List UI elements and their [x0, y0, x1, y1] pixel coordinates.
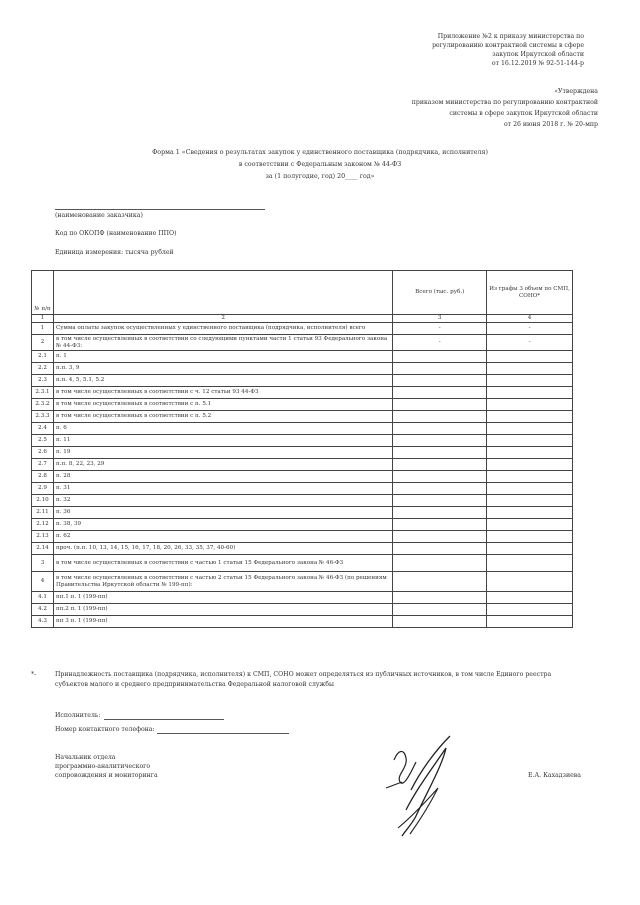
row-total-value	[393, 459, 487, 471]
table-row	[32, 423, 573, 435]
table-row	[32, 323, 573, 335]
row-description: п. 11	[53, 435, 392, 447]
row-total-value	[393, 411, 487, 423]
row-description: проч. (п.п. 10, 13, 14, 15, 16, 17, 18, 20, 26, 33, 35, 37, 40-60)	[53, 543, 392, 555]
row-total-value	[393, 543, 487, 555]
row-description: в том числе осуществленных в соответствии с частью 1 статьи 15 Федерального закона № 46-ФЗ	[53, 555, 392, 572]
row-number: 2.5	[32, 435, 54, 447]
row-smp-value	[487, 363, 573, 375]
row-number: 2.7	[32, 459, 54, 471]
row-total-value	[393, 399, 487, 411]
row-total-value	[393, 351, 487, 363]
col-index: 1	[32, 315, 54, 323]
row-total-value	[393, 435, 487, 447]
row-smp-value	[487, 483, 573, 495]
title-line-2: в соответствии с Федеральным законом № 44-ФЗ	[238, 161, 402, 168]
row-total-value: -	[393, 335, 487, 351]
row-description: Сумма оплаты закупок осуществленных у единственного поставщика (подрядчика, исполнителя) всего	[53, 323, 392, 335]
row-description: п. 36	[53, 507, 392, 519]
table-colnum-row	[32, 315, 573, 323]
row-number: 2.1	[32, 351, 54, 363]
row-total-value	[393, 519, 487, 531]
row-smp-value	[487, 459, 573, 471]
row-smp-value	[487, 531, 573, 543]
row-number: 2.9	[32, 483, 54, 495]
table-row	[32, 495, 573, 507]
title-line-1: Форма 1 «Сведения о результатах закупок у единственного поставщика (подрядчика, исполнителя)	[152, 149, 488, 156]
row-total-value	[393, 616, 487, 628]
executor-line	[104, 719, 224, 720]
title-line-3: за (1 полугодие, год) 20____ год»	[265, 173, 375, 180]
table-row	[32, 507, 573, 519]
col-desc-header	[53, 271, 392, 315]
table-row	[32, 555, 573, 572]
table-row	[32, 435, 573, 447]
row-number: 4	[32, 572, 54, 592]
appendix-line: регулированию контрактной системы в сфере	[432, 42, 584, 49]
phone-label: Номер контактного телефона:	[55, 726, 155, 733]
table-row	[32, 399, 573, 411]
row-smp-value	[487, 616, 573, 628]
row-number: 2.3	[32, 375, 54, 387]
table-header-row	[32, 271, 573, 315]
signatory-line-3: сопровождения и мониторинга	[55, 772, 158, 779]
row-total-value	[393, 363, 487, 375]
row-description: п. 28	[53, 471, 392, 483]
col-num-header: № п/п	[32, 271, 54, 315]
row-smp-value	[487, 519, 573, 531]
signatory-line-1: Начальник отдела	[55, 754, 116, 761]
row-smp-value	[487, 543, 573, 555]
row-total-value	[393, 604, 487, 616]
row-smp-value	[487, 471, 573, 483]
appendix-line: Приложение №2 к приказу министерства по	[437, 33, 584, 40]
table-row	[32, 447, 573, 459]
row-description: п.п. 3, 9	[53, 363, 392, 375]
row-smp-value: -	[487, 323, 573, 335]
footnote-mark: *-	[31, 671, 37, 678]
approval-header	[348, 86, 598, 130]
row-smp-value	[487, 375, 573, 387]
handwritten-signature	[376, 730, 466, 840]
row-number: 2.3.3	[32, 411, 54, 423]
row-total-value	[393, 555, 487, 572]
row-smp-value	[487, 351, 573, 363]
row-total-value	[393, 423, 487, 435]
row-number: 2.14	[32, 543, 54, 555]
row-smp-value	[487, 447, 573, 459]
row-description: п.п. 8, 22, 23, 29	[53, 459, 392, 471]
row-number: 2.3.2	[32, 399, 54, 411]
row-description: п. 62	[53, 531, 392, 543]
row-number: 3	[32, 555, 54, 572]
row-number: 2.11	[32, 507, 54, 519]
row-smp-value	[487, 423, 573, 435]
footnote-line-1: Принадлежность поставщика (подрядчика, исполнителя) к СМП, СОНО может определяться из публичных источников, в том числе Единого реестра	[55, 671, 552, 678]
row-smp-value: -	[487, 335, 573, 351]
row-smp-value	[487, 507, 573, 519]
col-index: 2	[53, 315, 392, 323]
row-number: 4.1	[32, 592, 54, 604]
row-description: в том числе осуществленных в соответствии с п. 5.1	[53, 399, 392, 411]
row-number: 1	[32, 323, 54, 335]
footnote-line-2: субъектов малого и среднего предпринимательства Федеральной налоговой службы	[55, 681, 334, 688]
table-row	[32, 483, 573, 495]
approval-line: приказом министерства по регулированию контрактной	[411, 99, 598, 106]
row-description: п. 1	[53, 351, 392, 363]
col-index: 3	[393, 315, 487, 323]
table-row	[32, 604, 573, 616]
row-description: п. 19	[53, 447, 392, 459]
row-smp-value	[487, 399, 573, 411]
row-description: пп.1 п. 1 (199-пп)	[53, 592, 392, 604]
row-total-value	[393, 483, 487, 495]
row-total-value	[393, 471, 487, 483]
row-description: п. 32	[53, 495, 392, 507]
row-smp-value	[487, 411, 573, 423]
table-row	[32, 459, 573, 471]
signatory-line-2: программно-аналитического	[55, 763, 151, 770]
row-total-value: -	[393, 323, 487, 335]
row-smp-value	[487, 555, 573, 572]
col-total-header: Всего (тыс. руб.)	[393, 271, 487, 315]
approval-line: от 26 июня 2018 г. № 20-мпр	[503, 121, 598, 128]
row-total-value	[393, 572, 487, 592]
col-smp-header: Из графы 3 объем по СМП, СОНО*	[487, 271, 573, 315]
row-description: в том числе осуществленных в соответствии с частью 2 статьи 15 Федерального закона № 46-ФЗ (по решениям Правительства Иркутской области № 199-пп):	[53, 572, 392, 592]
row-total-value	[393, 387, 487, 399]
results-table	[31, 270, 573, 628]
row-number: 2.3.1	[32, 387, 54, 399]
row-total-value	[393, 507, 487, 519]
row-total-value	[393, 447, 487, 459]
table-row	[32, 592, 573, 604]
appendix-line: закупок Иркутской области	[492, 51, 584, 58]
row-description: в том числе осуществленных в соответствии с п. 5.2	[53, 411, 392, 423]
row-number: 4.3	[32, 616, 54, 628]
row-total-value	[393, 592, 487, 604]
approval-line: «Утверждена	[554, 88, 598, 95]
row-number: 4.2	[32, 604, 54, 616]
appendix-header	[354, 32, 584, 68]
table-row	[32, 531, 573, 543]
table-row	[32, 616, 573, 628]
table-row	[32, 543, 573, 555]
table-row	[32, 519, 573, 531]
executor-label: Исполнитель:	[55, 712, 101, 719]
row-smp-value	[487, 435, 573, 447]
row-total-value	[393, 495, 487, 507]
okopf-label: Код по ОКОПФ (наименование ППО)	[55, 230, 177, 237]
table-row	[32, 375, 573, 387]
row-smp-value	[487, 592, 573, 604]
unit-label: Единица измерения: тысяча рублей	[55, 249, 174, 256]
table-row	[32, 471, 573, 483]
row-description: п. 31	[53, 483, 392, 495]
row-number: 2.2	[32, 363, 54, 375]
form-title	[80, 147, 560, 183]
org-name-line	[55, 209, 265, 210]
row-description: п.п. 4, 5, 5.1, 5.2	[53, 375, 392, 387]
table-row	[32, 335, 573, 351]
row-description: в том числе осуществленных в соответствии с ч. 12 статьи 93 44-ФЗ	[53, 387, 392, 399]
row-number: 2.12	[32, 519, 54, 531]
table-row	[32, 363, 573, 375]
row-number: 2.8	[32, 471, 54, 483]
row-description: в том числе осуществленных в соответствии со следующими пунктами части 1 статьи 93 Федерального закона № 44-ФЗ:	[53, 335, 392, 351]
row-smp-value	[487, 572, 573, 592]
table-row	[32, 572, 573, 592]
row-description: п. 38, 39	[53, 519, 392, 531]
row-smp-value	[487, 495, 573, 507]
approval-line: системы в сфере закупок Иркутской области	[449, 110, 598, 117]
table-row	[32, 387, 573, 399]
org-caption: (наименование заказчика)	[55, 212, 143, 219]
row-number: 2.13	[32, 531, 54, 543]
row-smp-value	[487, 387, 573, 399]
row-number: 2.4	[32, 423, 54, 435]
row-total-value	[393, 375, 487, 387]
col-index: 4	[487, 315, 573, 323]
row-description: пп 3 п. 1 (199-пп)	[53, 616, 392, 628]
row-description: п. 6	[53, 423, 392, 435]
appendix-line: от 16.12.2019 № 92-51-144-р	[491, 60, 584, 67]
table-row	[32, 351, 573, 363]
table-row	[32, 411, 573, 423]
row-smp-value	[487, 604, 573, 616]
row-description: пп.2 п. 1 (199-пп)	[53, 604, 392, 616]
row-number: 2.10	[32, 495, 54, 507]
row-total-value	[393, 531, 487, 543]
signatory-name: Е.А. Кахадзиевa	[528, 772, 581, 779]
row-number: 2	[32, 335, 54, 351]
row-number: 2.6	[32, 447, 54, 459]
phone-line	[157, 733, 289, 734]
